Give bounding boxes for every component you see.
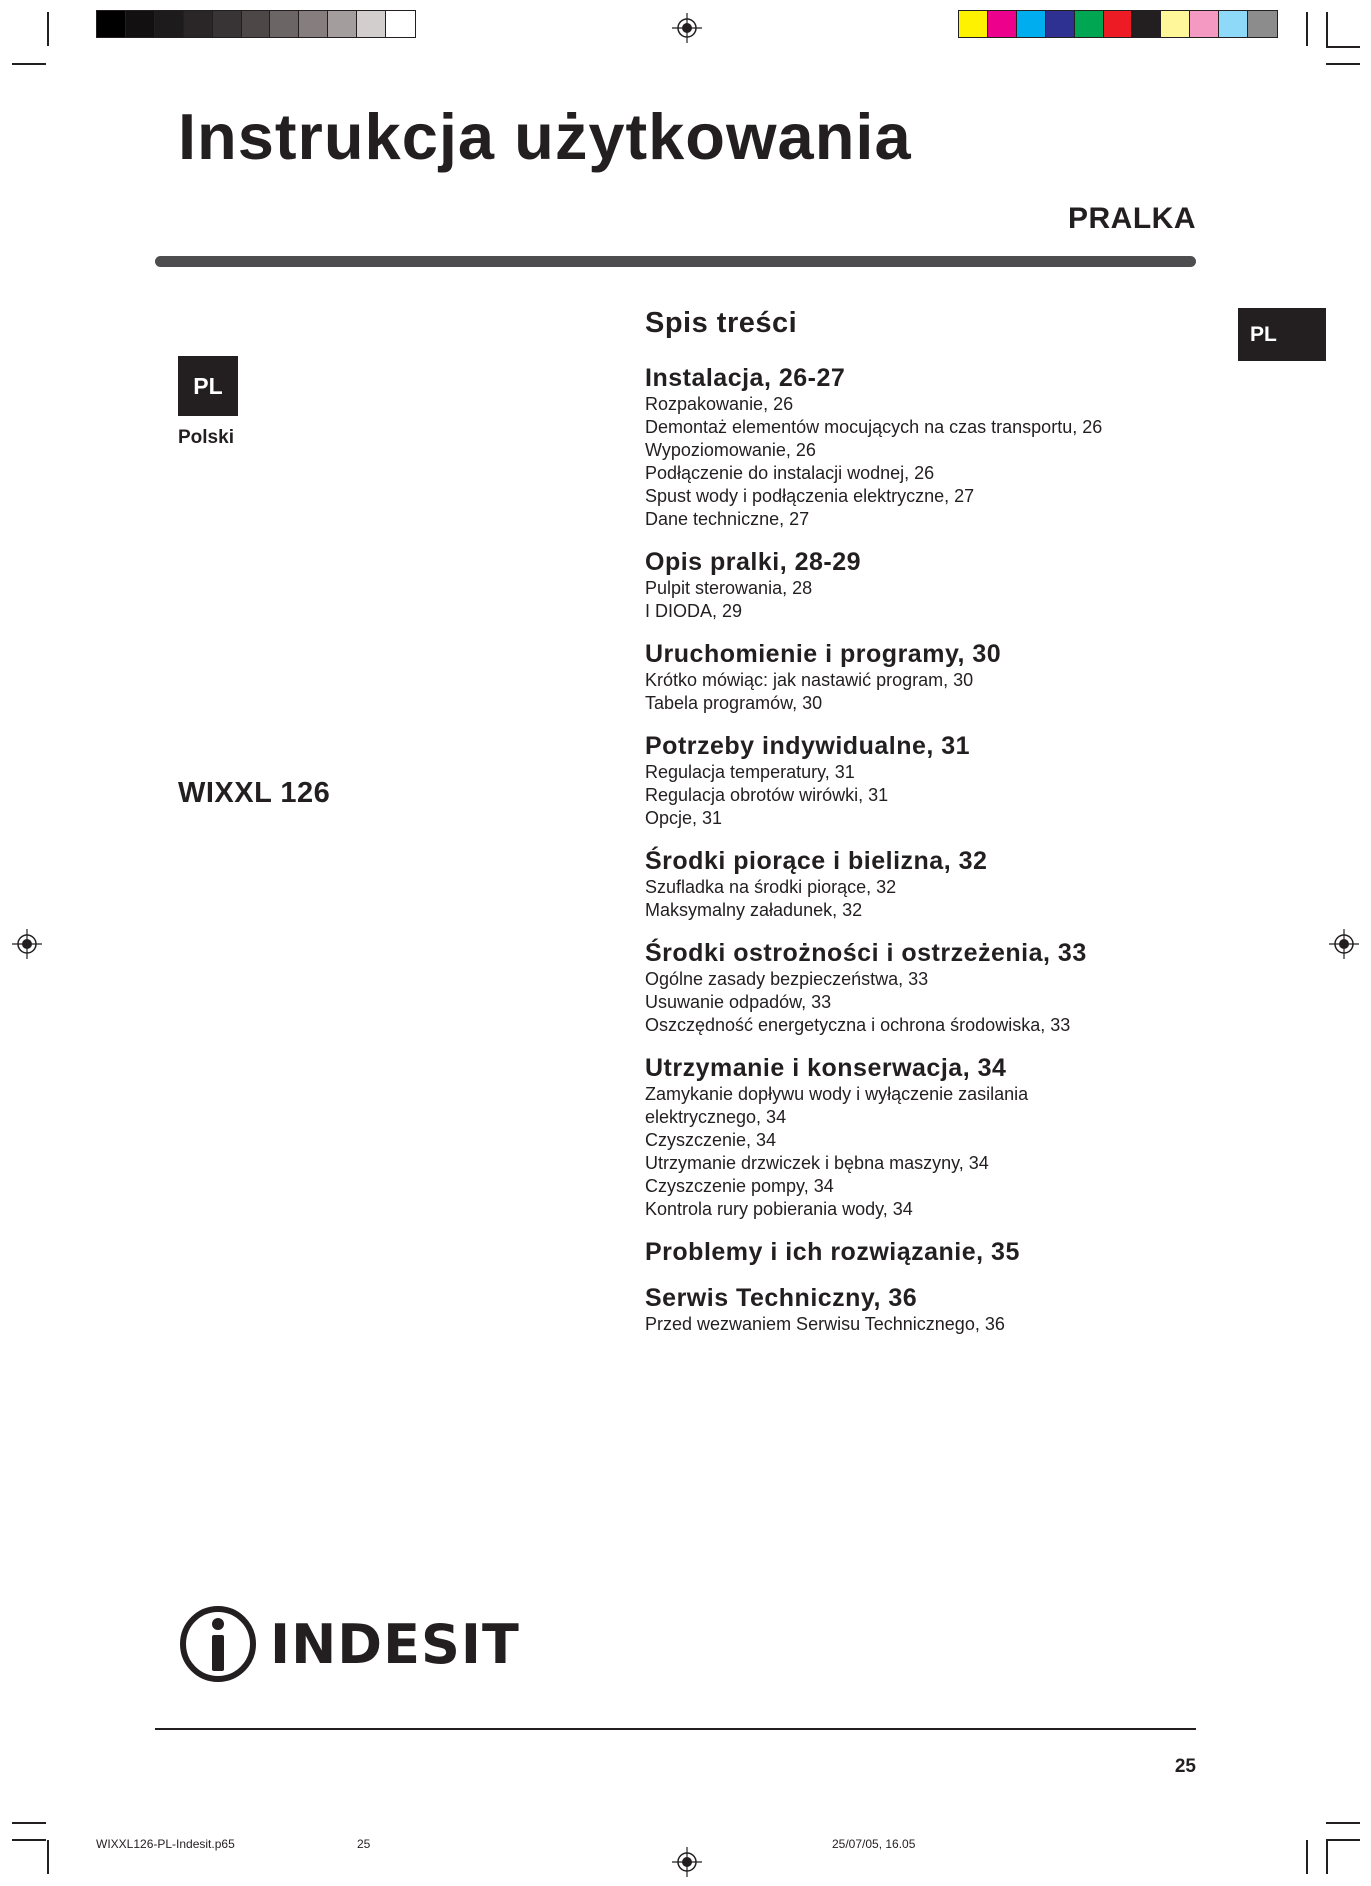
toc-entry: Wypoziomowanie, 26 [645,439,816,460]
page-title: Instrukcja użytkowania [178,100,912,173]
indesit-i-icon [178,1604,258,1684]
toc-entry: elektrycznego, 34 [645,1106,787,1127]
toc-section-heading: Utrzymanie i konserwacja, 34 [645,1053,1007,1082]
crop-mark [12,1822,46,1824]
crop-mark [12,63,46,65]
toc-entry: Utrzymanie drzwiczek i bębna maszyny, 34 [645,1152,989,1173]
toc-entry: Tabela programów, 30 [645,692,823,713]
crop-mark [1326,46,1360,48]
color-swatch [328,11,357,37]
color-swatch [126,11,155,37]
toc-entry: Podłączenie do instalacji wodnej, 26 [645,462,935,483]
crop-mark [12,1839,46,1841]
toc-entry: Usuwanie odpadów, 33 [645,991,832,1012]
toc-entry: Maksymalny załadunek, 32 [645,899,863,920]
toc-section [645,731,1205,830]
color-swatch [97,11,126,37]
crop-mark [47,12,49,46]
registration-mark-icon [1329,929,1359,959]
color-swatch [1104,11,1133,37]
toc-section [645,846,1205,922]
table-of-contents [645,306,1205,1352]
toc-section-heading: Potrzeby indywidualne, 31 [645,731,971,760]
toc-entry: Kontrola rury pobierania wody, 34 [645,1198,913,1219]
color-swatch [1017,11,1046,37]
toc-entry: Opcje, 31 [645,807,723,828]
toc-entry: Krótko mówiąc: jak nastawić program, 30 [645,669,974,690]
toc-title: Spis treści [645,307,798,339]
toc-section [645,938,1205,1037]
toc-section-heading: Problemy i ich rozwiązanie, 35 [645,1237,1020,1266]
toc-entry: Czyszczenie pompy, 34 [645,1175,834,1196]
model-name: WIXXL 126 [178,777,331,809]
toc-entry: Ogólne zasady bezpieczeństwa, 33 [645,968,929,989]
toc-section-heading: Środki piorące i bielizna, 32 [645,846,988,875]
brand-logo [178,1604,520,1684]
language-side-tab: PL [1238,308,1326,361]
color-swatch [988,11,1017,37]
toc-section-heading: Środki ostrożności i ostrzeżenia, 33 [645,938,1087,967]
footer-date: 25/07/05, 16.05 [832,1837,916,1851]
color-calibration-bar [958,10,1278,38]
toc-entry: Szufladka na środki piorące, 32 [645,876,897,897]
color-swatch [1248,11,1277,37]
toc-section [645,639,1205,715]
color-swatch [386,11,415,37]
color-swatch [270,11,299,37]
toc-entry: Rozpakowanie, 26 [645,393,794,414]
toc-section [645,1053,1205,1221]
crop-mark [1326,12,1328,46]
header-divider [155,256,1196,267]
color-swatch [959,11,988,37]
toc-entry: Regulacja temperatury, 31 [645,761,855,782]
footer-filename: WIXXL126-PL-Indesit.p65 [96,1837,235,1851]
registration-mark-icon [672,1847,702,1877]
toc-entry: Spust wody i podłączenia elektryczne, 27 [645,485,975,506]
toc-entry: Czyszczenie, 34 [645,1129,777,1150]
toc-entry: Przed wezwaniem Serwisu Technicznego, 36 [645,1313,1005,1334]
color-swatch [1046,11,1075,37]
toc-entry: Demontaż elementów mocujących na czas transportu, 26 [645,416,1103,437]
crop-mark [1326,63,1360,65]
page-number: 25 [1174,1756,1196,1777]
color-swatch [184,11,213,37]
registration-mark-icon [12,929,42,959]
crop-mark [1326,1822,1360,1824]
page-subtitle: PRALKA [1068,202,1196,235]
grayscale-calibration-bar [96,10,416,38]
toc-section [645,1237,1205,1267]
color-swatch [1161,11,1190,37]
color-swatch [299,11,328,37]
crop-mark [1326,1839,1360,1841]
toc-section [645,363,1205,531]
toc-section-heading: Serwis Techniczny, 36 [645,1283,918,1312]
color-swatch [1219,11,1248,37]
color-swatch [1132,11,1161,37]
color-swatch [213,11,242,37]
toc-entry: Oszczędność energetyczna i ochrona środowiska, 33 [645,1014,1071,1035]
toc-entry: I DIODA, 29 [645,600,743,621]
language-name: Polski [178,427,234,448]
toc-entry: Regulacja obrotów wirówki, 31 [645,784,889,805]
crop-mark [1306,12,1308,46]
toc-section [645,1283,1205,1336]
toc-section-heading: Instalacja, 26-27 [645,363,846,392]
crop-mark [47,1840,49,1874]
crop-mark [1306,1840,1308,1874]
toc-section-heading: Uruchomienie i programy, 30 [645,639,1002,668]
toc-entry: Dane techniczne, 27 [645,508,810,529]
brand-wordmark: INDESIT [270,1612,520,1676]
footer-page: 25 [357,1837,371,1851]
toc-section [645,547,1205,623]
crop-mark [1326,1840,1328,1874]
toc-sections [645,363,1205,1336]
toc-section-heading: Opis pralki, 28-29 [645,547,862,576]
toc-entry: Pulpit sterowania, 28 [645,577,813,598]
color-swatch [1075,11,1104,37]
color-swatch [1190,11,1219,37]
footer-divider [155,1728,1196,1730]
registration-mark-icon [672,13,702,43]
color-swatch [155,11,184,37]
color-swatch [242,11,271,37]
toc-entry: Zamykanie dopływu wody i wyłączenie zasilania [645,1083,1029,1104]
language-badge: PL [178,356,238,416]
color-swatch [357,11,386,37]
